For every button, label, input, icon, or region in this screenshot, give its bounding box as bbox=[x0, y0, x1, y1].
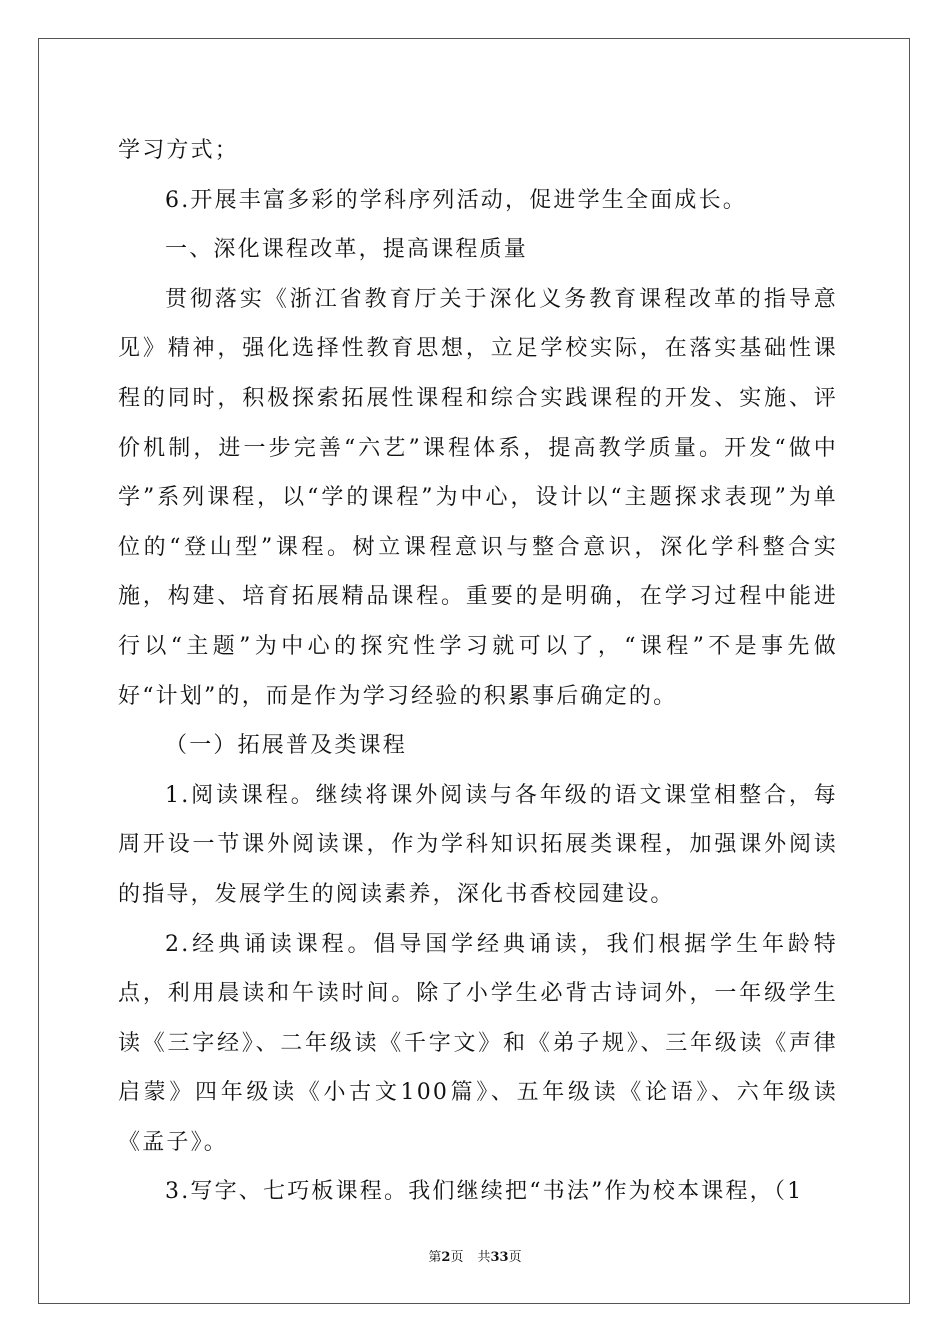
section-heading: 一、深化课程改革，提高课程质量 bbox=[165, 237, 529, 263]
paragraph-7: 2.经典诵读课程。倡导国学经典诵读，我们根据学生年龄特点，利用晨读和午读时间。除了小学生必背古诗词外，一年级学生读《三字经》、二年级读《千字文》和《弟子规》、三年级读《声律启蒙》四年级读《小古文100篇》、五年级读《论语》、六年级读《孟子》。 bbox=[118, 931, 838, 1155]
footer-total-suffix: 页 bbox=[508, 1250, 522, 1265]
paragraph-1: 学习方式； bbox=[118, 138, 240, 163]
document-body bbox=[118, 126, 838, 1217]
paragraph-2: 6.开展丰富多彩的学科序列活动，促进学生全面成长。 bbox=[165, 187, 747, 213]
footer-page-number: 2 bbox=[441, 1250, 451, 1265]
paragraph-8: 3.写字、七巧板课程。我们继续把“书法”作为校本课程，（1 bbox=[165, 1179, 804, 1205]
paragraph-4: 贯彻落实《浙江省教育厅关于深化义务教育课程改革的指导意见》精神，强化选择性教育思想，立足学校实际，在落实基础性课程的同时，积极探索拓展性课程和综合实践课程的开发、实施、评价机制，进一步完善“六艺”课程体系，提高教学质量。开发“做中学”系列课程，以“学的课程”为中心，设计以“主题探求表现”为单位的“登山型”课程。树立课程意识与整合意识，深化学科整合实施，构建、培育拓展精品课程。重要的是明确，在学习过程中能进行以“主题”为中心的探究性学习就可以了，“课程”不是事先做好“计划”的，而是作为学习经验的积累事后确定的。 bbox=[118, 286, 838, 709]
footer-page-prefix: 第 bbox=[428, 1250, 442, 1265]
paragraph-6: 1.阅读课程。继续将课外阅读与各年级的语文课堂相整合，每周开设一节课外阅读课，作为学科知识拓展类课程，加强课外阅读的指导，发展学生的阅读素养，深化书香校园建设。 bbox=[118, 782, 838, 907]
page-footer bbox=[0, 1246, 950, 1265]
footer-total-pages: 33 bbox=[490, 1250, 509, 1265]
footer-page-suffix: 页 bbox=[450, 1250, 464, 1265]
subsection-heading: （一）拓展普及类课程 bbox=[165, 733, 408, 759]
footer-total-prefix: 共 bbox=[477, 1250, 491, 1265]
